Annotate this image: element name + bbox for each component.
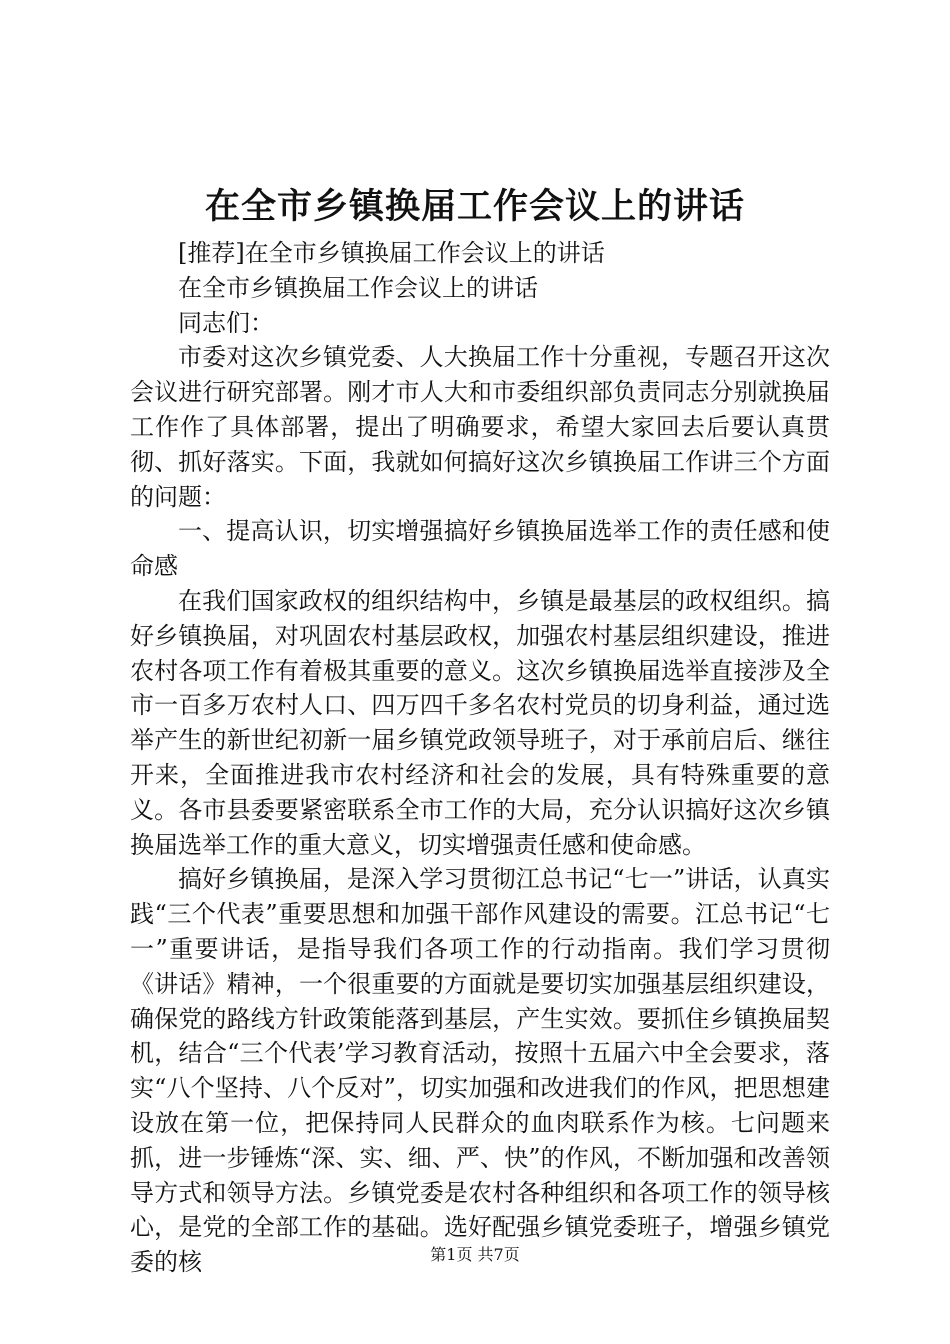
paragraph-recommend-line: [推荐]在全市乡镇换届工作会议上的讲话 xyxy=(178,239,605,267)
paragraph-salutation: 同志们： xyxy=(178,308,274,337)
paragraph-body: 搞好乡镇换届，是深入学习贯彻江总书记“七一”讲话，认真实践“三个代表”重要思想和加强干部作风建设的需要。江总书记“七一”重要讲话，是指导我们各项工作的行动指南。我们学习贯彻《讲话》精神，一个很重要的方面就是要切实加强基层组织建设，确保党的路线方针政策能落到基层，产生实效。要抓住乡镇换届契机，结合“三个代表’学习教育活动，按照十五届六中全会要求，落实“八个坚持、八个反对”，切实加强和改进我们的作风，把思想建设放在第一位，把保持同人民群众的血肉联系作为核。七问题来抓，进一步锤炼“深、实、细、严、快”的作风，不断加强和改善领导方式和领导方法。乡镇党委是农村各种组织和各项工作的领导核心，是党的全部工作的基础。选好配强乡镇党委班子，增强乡镇党委的核 xyxy=(130,865,830,1277)
section-heading-one: 一、提高认识，切实增强搞好乡镇换届选举工作的责任感和使命感 xyxy=(130,517,830,581)
paragraph-intro: 市委对这次乡镇党委、人大换届工作十分重视，专题召开这次会议进行研究部署。刚才市人大和市委组织部负责同志分别就换届工作作了具体部署，提出了明确要求，希望大家回去后要认真贯彻、抓好落实。下面，我就如何搞好这次乡镇换届工作讲三个方面的问题： xyxy=(130,343,830,511)
document-body xyxy=(130,236,830,1280)
paragraph-body: 在我们国家政权的组织结构中，乡镇是最基层的政权组织。搞好乡镇换届，对巩固农村基层政权，加强农村基层组织建设，推进农村各项工作有着极其重要的意义。这次乡镇换届选举直接涉及全市一百多万农村人口、四万四千多名农村党员的切身利益，通过选举产生的新世纪初新一届乡镇党政领导班子，对于承前启后、继往开来，全面推进我市农村经济和社会的发展，具有特殊重要的意义。各市县委要紧密联系全市工作的大局，充分认识搞好这次乡镇换届选举工作的重大意义，切实增强责任感和使命感。 xyxy=(130,586,830,859)
document-title: 在全市乡镇换届工作会议上的讲话 xyxy=(204,186,745,227)
page-number-footer: 第1页 共7页 xyxy=(430,1245,520,1264)
paragraph-subtitle: 在全市乡镇换届工作会议上的讲话 xyxy=(178,273,538,302)
